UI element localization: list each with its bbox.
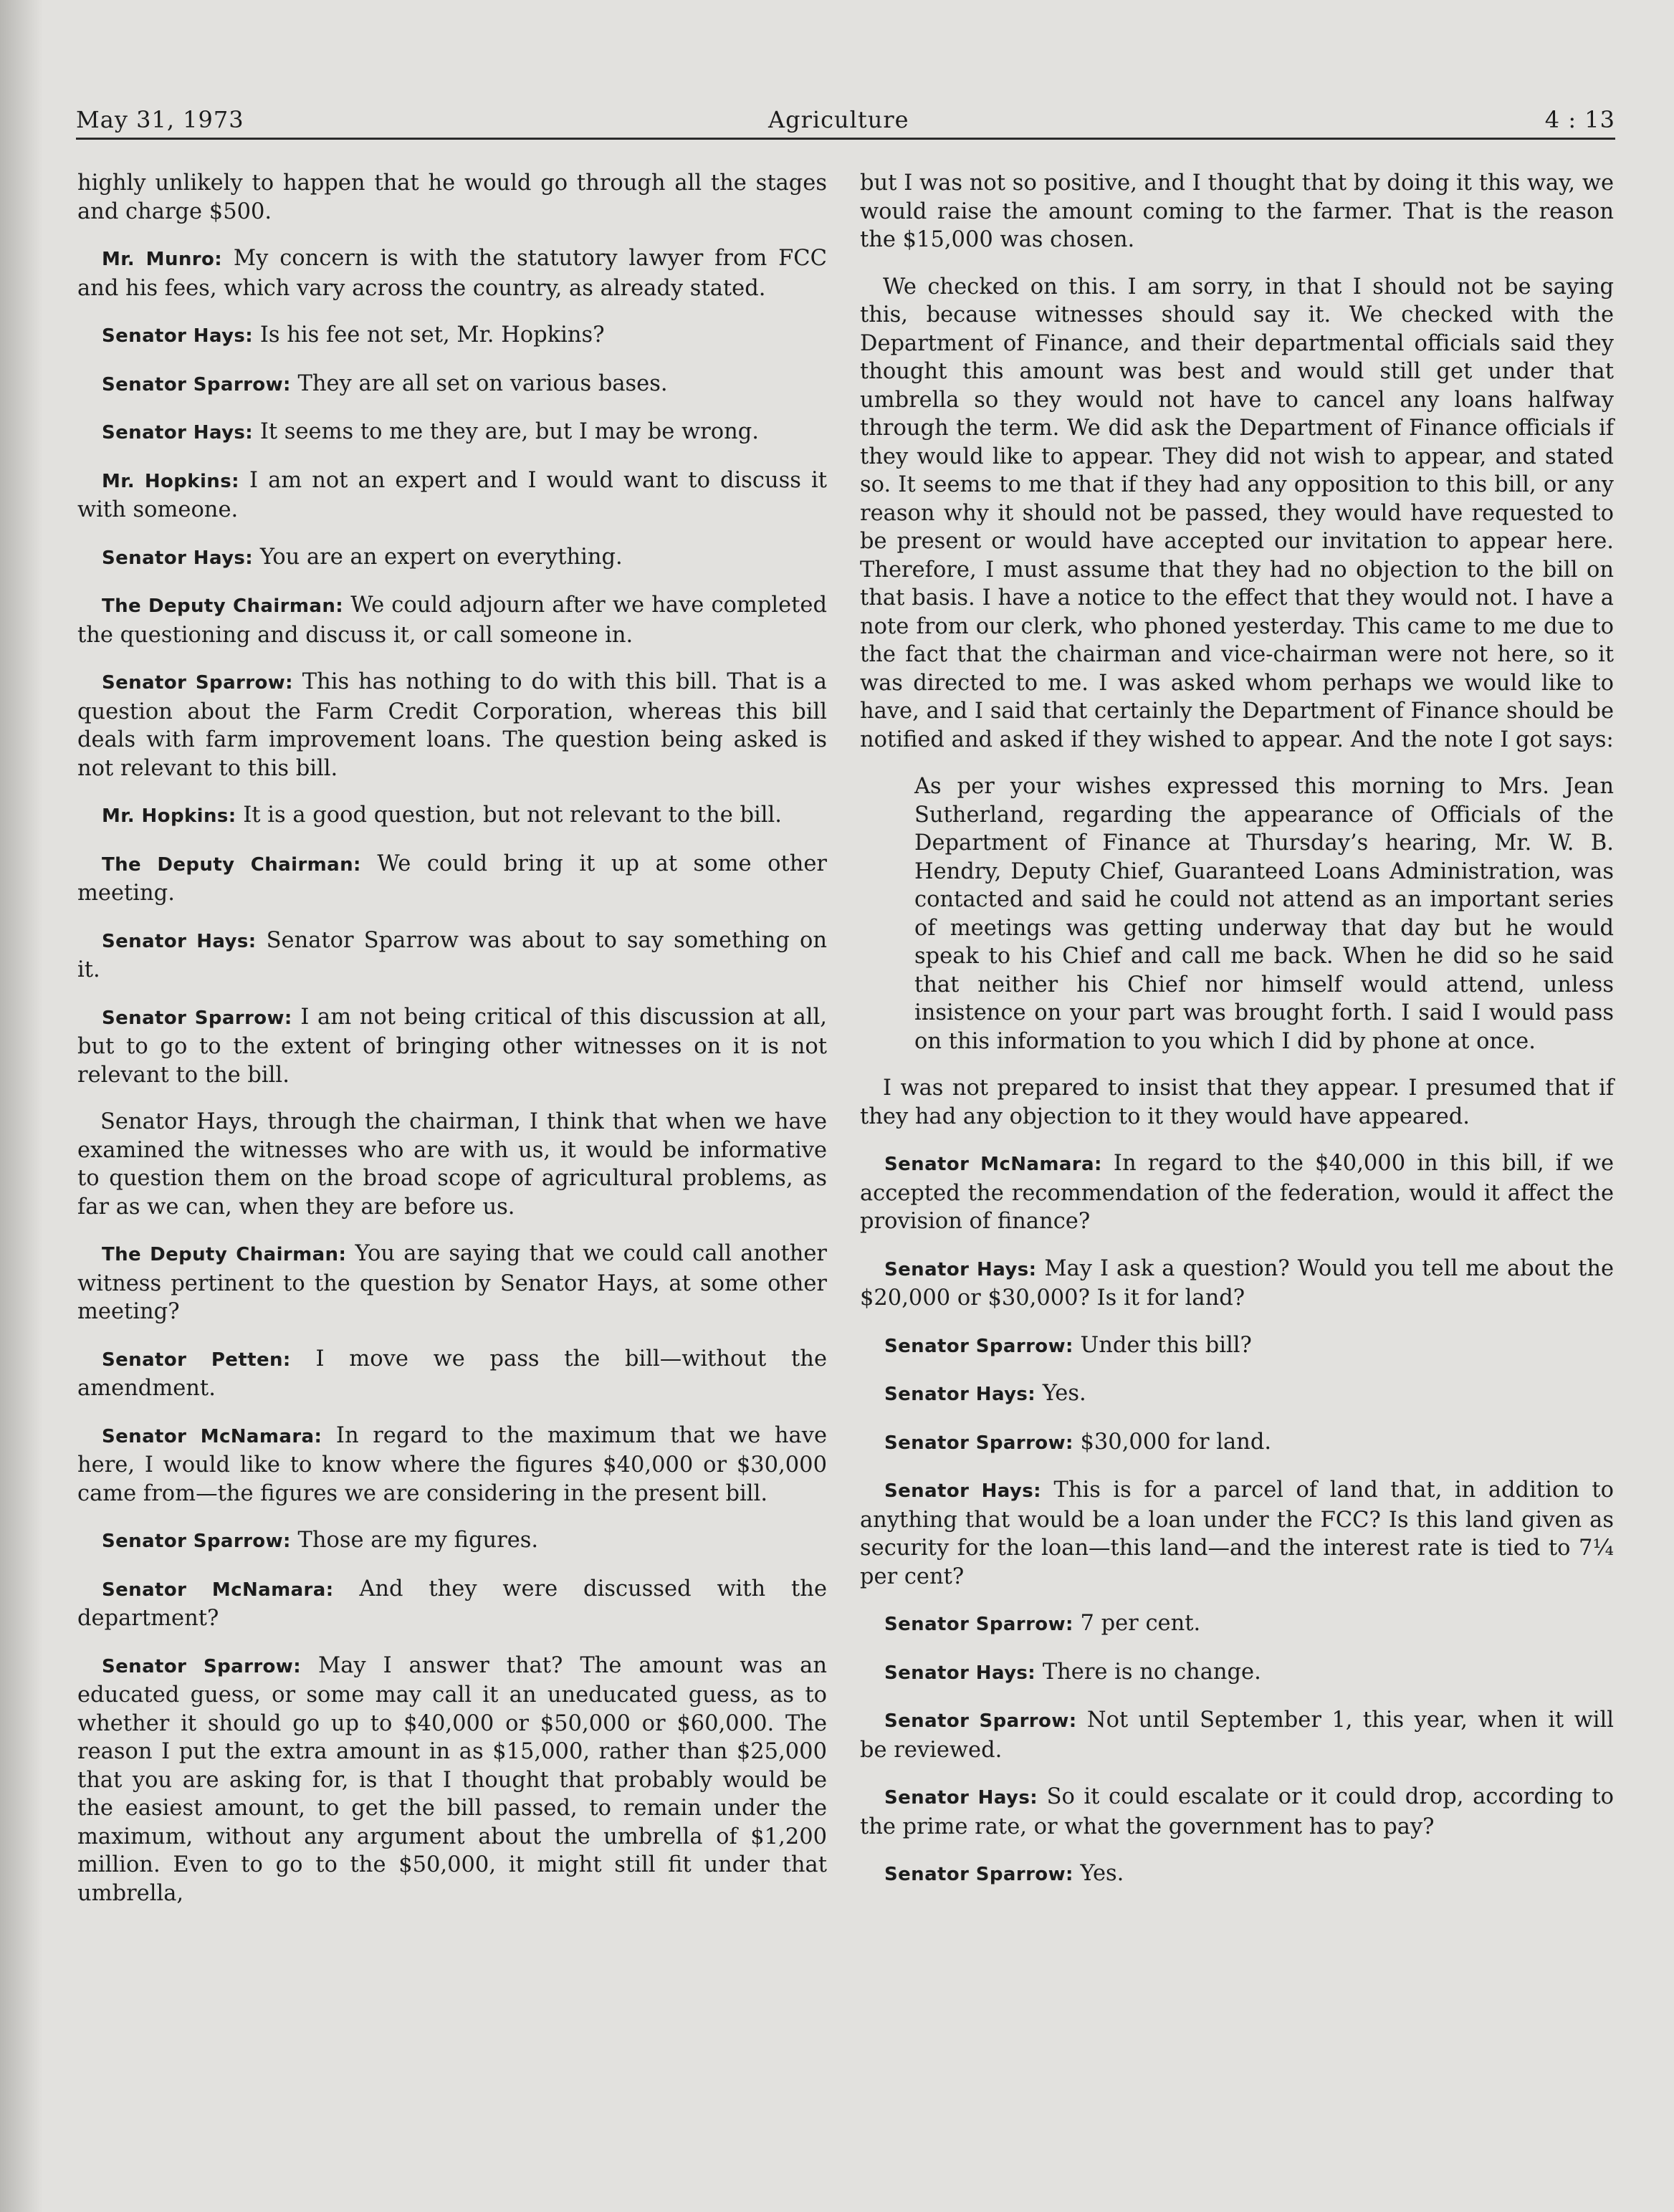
paragraph-text: Senator Sparrow was about to say something on it.	[77, 927, 828, 982]
paragraph-text: It is a good question, but not relevant to the bill.	[243, 803, 782, 828]
speaker-name: Senator Sparrow:	[884, 1335, 1073, 1357]
speaker-name: Senator Sparrow:	[884, 1432, 1073, 1454]
speaker-turn	[77, 591, 827, 649]
paragraph-text: highly unlikely to happen that he would go through all the stages and charge $500.	[77, 171, 827, 224]
paragraph-text: You are an expert on everything.	[259, 544, 623, 570]
speaker-turn	[77, 850, 827, 908]
speaker-name: The Deputy Chairman:	[102, 1244, 347, 1265]
paragraph-text: but I was not so positive, and I thought that by doing it this way, we would raise the amount coming to the farmer. That is the reason the $15,000 was chosen.	[860, 171, 1614, 252]
paragraph-text: They are all set on various bases.	[297, 370, 668, 396]
speaker-turn	[860, 1476, 1614, 1591]
paragraph-text: This has nothing to do with this bill. That is a question about the Farm Credit Corporation, whereas this bill deals with farm improvement loans. The question being asked is not relevant to this bill.	[77, 669, 827, 781]
paragraph-text: May I answer that? The amount was an educated guess, or some may call it an uneducated guess, as to whether it should go up to $40,000 or $50,000 or $60,000. The reason I put the extra amount in as $15,000, rather than $25,000 that you are asking for, is that I thought that probably would be the easiest amount, to get the bill passed, to remain under the maximum, without any argument about the umbrella of $1,200 million. Even to go to the $50,000, it might still fit under that umbrella,	[77, 1652, 827, 1906]
paragraph-text: We could bring it up at some other meeting.	[77, 851, 827, 906]
speaker-name: Senator Sparrow:	[102, 373, 291, 396]
paragraph-text: $30,000 for land.	[1080, 1429, 1272, 1455]
paragraph-text: I move we pass the bill—without the amendment.	[77, 1346, 828, 1401]
header-date: May 31, 1973	[76, 106, 244, 133]
speaker-name: Senator McNamara:	[102, 1425, 322, 1447]
speaker-name: Mr. Munro:	[102, 249, 223, 270]
speaker-turn	[77, 1422, 827, 1508]
speaker-turn	[77, 321, 827, 351]
binding-shadow	[0, 0, 43, 2212]
paragraph-text: In regard to the maximum that we have here, I would like to know where the figures $40,000 or $30,000 came from—the figures we are considering in the present bill.	[77, 1422, 828, 1506]
speaker-turn	[860, 1255, 1614, 1313]
speaker-name: Senator Hays:	[884, 1480, 1041, 1502]
speaker-turn	[860, 1379, 1614, 1409]
speaker-name: Senator Sparrow:	[884, 1614, 1073, 1635]
speaker-turn	[860, 1149, 1614, 1236]
paragraph-text: This is for a parcel of land that, in addition to anything that would be a loan under the FCC? Is this land given as security for the loan—this land—and the interest rate is tied to 7¼ per cent?	[860, 1478, 1614, 1589]
speaker-turn	[860, 1706, 1614, 1764]
speaker-turn	[860, 1783, 1614, 1841]
speaker-turn	[77, 1345, 827, 1403]
paragraph-text: I was not prepared to insist that they appear. I presumed that if they had any objection to it they would have appeared.	[860, 1076, 1614, 1129]
running-header	[76, 102, 1615, 140]
speaker-turn	[860, 1331, 1614, 1361]
speaker-name: Senator Hays:	[884, 1662, 1036, 1684]
paragraph	[860, 169, 1614, 254]
speaker-turn	[77, 1575, 827, 1633]
right-column	[860, 169, 1614, 1908]
paragraph-text: You are saying that we could call another witness pertinent to the question by Senator Hays, at some other meeting?	[77, 1241, 827, 1324]
speaker-turn	[77, 927, 827, 985]
speaker-turn	[77, 244, 827, 302]
paragraph-text: In regard to the $40,000 in this bill, if we accepted the recommendation of the federation, would it affect the provision of finance?	[860, 1151, 1614, 1234]
paragraph-text: Yes.	[1080, 1861, 1124, 1886]
speaker-turn	[77, 1003, 827, 1090]
speaker-name: The Deputy Chairman:	[102, 853, 361, 876]
paragraph-text: It seems to me they are, but I may be wrong.	[259, 419, 759, 444]
speaker-turn	[860, 1428, 1614, 1458]
speaker-name: Senator Hays:	[102, 930, 257, 952]
speaker-name: Senator Sparrow:	[102, 1007, 292, 1029]
paragraph	[77, 1108, 827, 1221]
speaker-name: Senator Sparrow:	[102, 1531, 291, 1552]
speaker-turn	[77, 466, 827, 525]
speaker-name: Senator Hays:	[102, 422, 254, 444]
paragraph-text: Senator Hays, through the chairman, I think that when we have examined the witnesses who are with us, it would be informative to question them on the broad scope of agricultural problems, as far as we can, when they are before us.	[77, 1109, 827, 1220]
speaker-turn	[860, 1859, 1614, 1890]
speaker-name: Senator Hays:	[884, 1787, 1038, 1809]
paragraph-text: My concern is with the statutory lawyer from FCC and his fees, which vary across the country, as already stated.	[77, 246, 827, 301]
paragraph-text: Those are my figures.	[297, 1528, 539, 1553]
speaker-name: Senator Sparrow:	[884, 1710, 1077, 1732]
speaker-turn	[860, 1609, 1614, 1639]
speaker-turn	[77, 418, 827, 448]
speaker-name: Senator McNamara:	[884, 1154, 1102, 1175]
paragraph-text: Not until September 1, this year, when it will be reviewed.	[860, 1708, 1614, 1763]
speaker-name: Senator Sparrow:	[102, 1655, 302, 1677]
speaker-name: Senator Hays:	[884, 1384, 1036, 1405]
speaker-turn	[77, 1526, 827, 1556]
paragraph-text: 7 per cent.	[1080, 1611, 1201, 1636]
speaker-turn	[860, 1658, 1614, 1688]
speaker-turn	[77, 668, 827, 782]
paragraph-text: I am not an expert and I would want to discuss it with someone.	[77, 467, 828, 522]
paragraph-text: May I ask a question? Would you tell me about the $20,000 or $30,000? Is it for land?	[860, 1255, 1615, 1311]
paragraph-text: Yes.	[1042, 1381, 1086, 1406]
paragraph-text: We checked on this. I am sorry, in that I should not be saying this, because witnesses should say it. We checked with the Department of Finance, and their departmental officials said they thought this amount was best and would still get under that umbrella so they would not have to cancel any loans halfway through the term. We did ask the Department of Finance officials if they would like to appear. They did not wish to appear, and stated so. It seems to me that if they had any opposition to this bill, or any reason why it should not be passed, they would have requested to be present or would have accepted our invitation to appear here. Therefore, I must assume that they had no objection to the bill on that basis. I have a notice to the effect that they would not. I have a note from our clerk, who phoned yesterday. This came to me due to the fact that the chairman and vice-chairman were not here, so it was directed to me. I was asked whom perhaps we would like to have, and I said that certainly the Department of Finance should be notified and asked if they wished to appear. And the note I got says:	[860, 274, 1614, 752]
paragraph-text: So it could escalate or it could drop, according to the prime rate, or what the government has to pay?	[860, 1784, 1615, 1839]
speaker-name: Senator Hays:	[102, 547, 254, 569]
speaker-name: Senator Hays:	[102, 325, 254, 347]
header-page-number: 4 : 13	[1544, 106, 1615, 133]
speaker-name: Mr. Hopkins:	[102, 470, 239, 492]
paragraph-text: There is no change.	[1042, 1659, 1261, 1685]
paragraph-text: We could adjourn after we have completed the questioning and discuss it, or call someone in.	[77, 593, 827, 648]
header-title: Agriculture	[768, 106, 909, 133]
speaker-name: Senator Sparrow:	[884, 1864, 1073, 1885]
paragraph-text: I am not being critical of this discussion at all, but to go to the extent of bringing other witnesses on it is not relevant to the bill.	[77, 1004, 827, 1088]
paragraph	[860, 1074, 1614, 1131]
paragraph-text: As per your wishes expressed this morning to Mrs. Jean Sutherland, regarding the appearance of Officials of the Department of Finance at Thursday’s hearing, Mr. W. B. Hendry, Deputy Chief, Guaranteed Loans Administration, was contacted and said he could not attend as an important series of meetings was getting underway that day but he would speak to his Chief and call me back. When he did so he said that neither his Chief nor himself would attend, unless insistence on your part was brought forth. I said I would pass on this information to you which I did by phone at once.	[914, 774, 1614, 1054]
left-column	[77, 169, 827, 1926]
paragraph-text: Is his fee not set, Mr. Hopkins?	[259, 322, 605, 348]
paragraph-text: Under this bill?	[1080, 1332, 1252, 1358]
speaker-turn	[77, 1652, 827, 1908]
speaker-name: Senator Sparrow:	[102, 672, 293, 694]
speaker-name: Senator Petten:	[102, 1349, 291, 1371]
speaker-turn	[77, 1240, 827, 1326]
speaker-name: Senator McNamara:	[102, 1579, 334, 1601]
paragraph-text: And they were discussed with the department?	[77, 1576, 827, 1631]
speaker-name: Mr. Hopkins:	[102, 805, 236, 827]
speaker-turn	[77, 543, 827, 573]
speaker-name: The Deputy Chairman:	[102, 595, 344, 617]
paragraph	[860, 273, 1614, 755]
speaker-turn	[77, 801, 827, 831]
speaker-name: Senator Hays:	[884, 1258, 1037, 1280]
speaker-turn	[77, 370, 827, 400]
quoted-note	[914, 772, 1614, 1055]
paragraph	[77, 169, 827, 226]
